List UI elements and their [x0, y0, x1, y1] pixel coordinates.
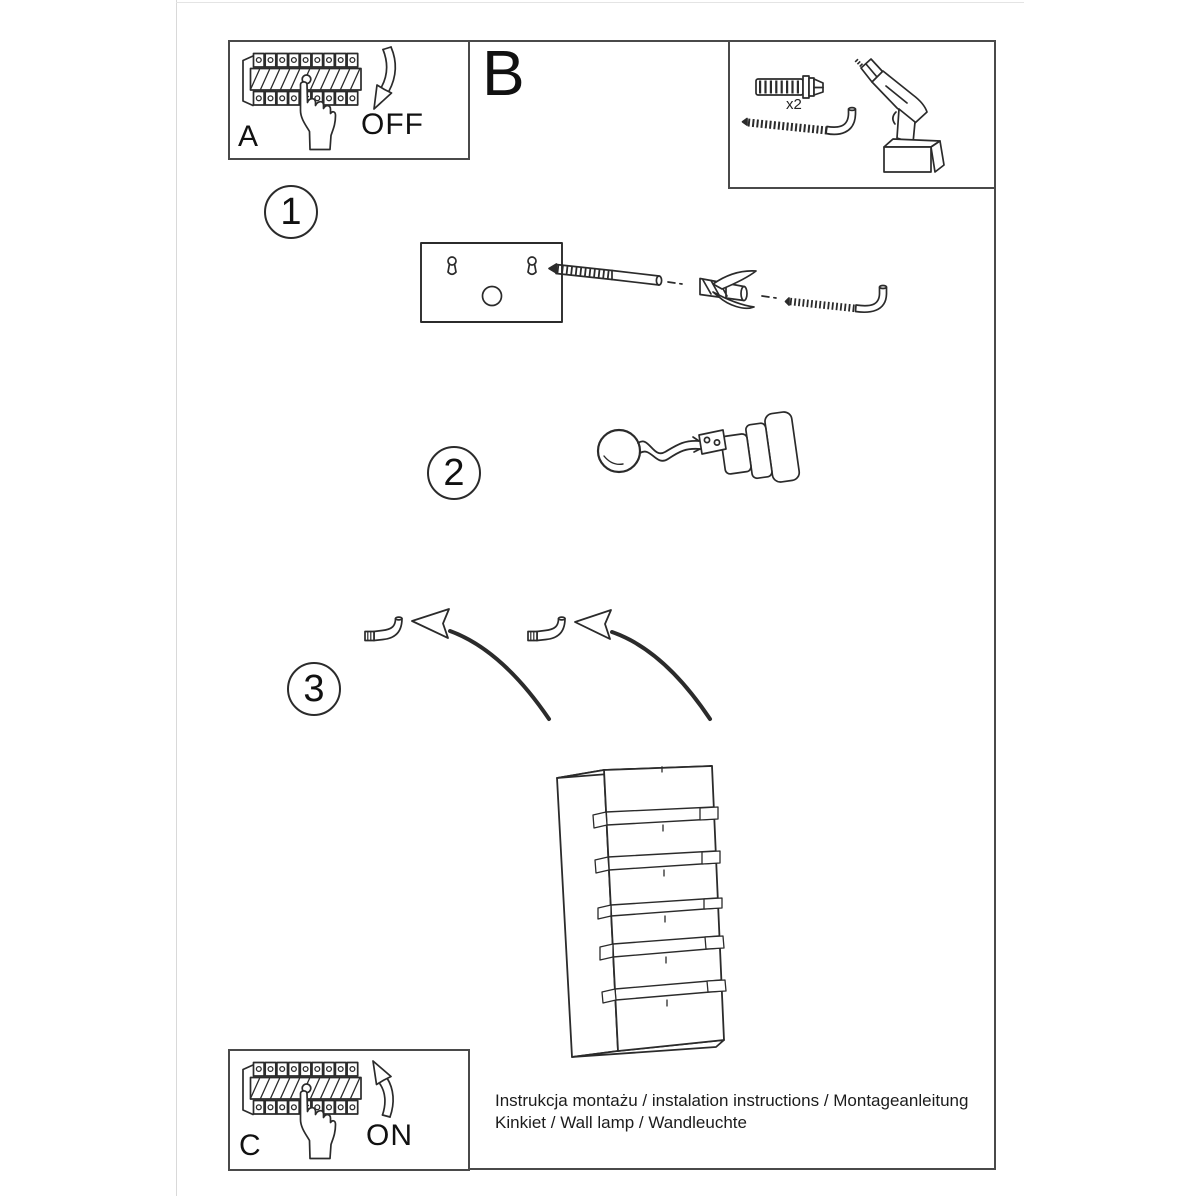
off-arrow-icon: [374, 47, 395, 109]
section-label-c: C: [239, 1129, 261, 1162]
step-3-badge: [287, 662, 341, 716]
anchor-qty-label: x2: [786, 96, 802, 113]
footer-text: [495, 1090, 975, 1134]
step-3-number: 3: [303, 667, 325, 710]
swing-arrow-icon-left: [412, 609, 549, 719]
on-label: ON: [366, 1119, 413, 1152]
wall-lamp-body-icon: [557, 766, 726, 1057]
section-label-a: A: [238, 120, 259, 153]
on-arrow-icon: [373, 1061, 393, 1117]
wall-anchor-icon: [700, 271, 776, 308]
wall-hook-icon-left: [365, 617, 402, 640]
section-label-b: B: [482, 37, 525, 109]
off-label: OFF: [361, 108, 424, 141]
wall-hook-icon-right: [528, 617, 565, 640]
mounting-plate-icon: [421, 243, 562, 322]
drill-icon: [856, 59, 944, 172]
step-1-badge: [264, 185, 318, 239]
step-1-number: 1: [280, 190, 302, 233]
footer-line-2: Kinkiet / Wall lamp / Wandleuchte: [495, 1113, 747, 1132]
swing-arrow-icon-right: [575, 610, 710, 719]
footer-line-1: Instrukcja montażu / instalation instructions / Montageanleitung: [495, 1091, 969, 1110]
step-2-badge: [427, 446, 481, 500]
wall-plug-kit-icon: [756, 76, 823, 98]
expansion-screw-icon: [549, 264, 682, 285]
hook-screw-icon: [786, 286, 887, 313]
bulb-and-socket-icon: [598, 411, 800, 483]
step-2-number: 2: [443, 451, 465, 494]
